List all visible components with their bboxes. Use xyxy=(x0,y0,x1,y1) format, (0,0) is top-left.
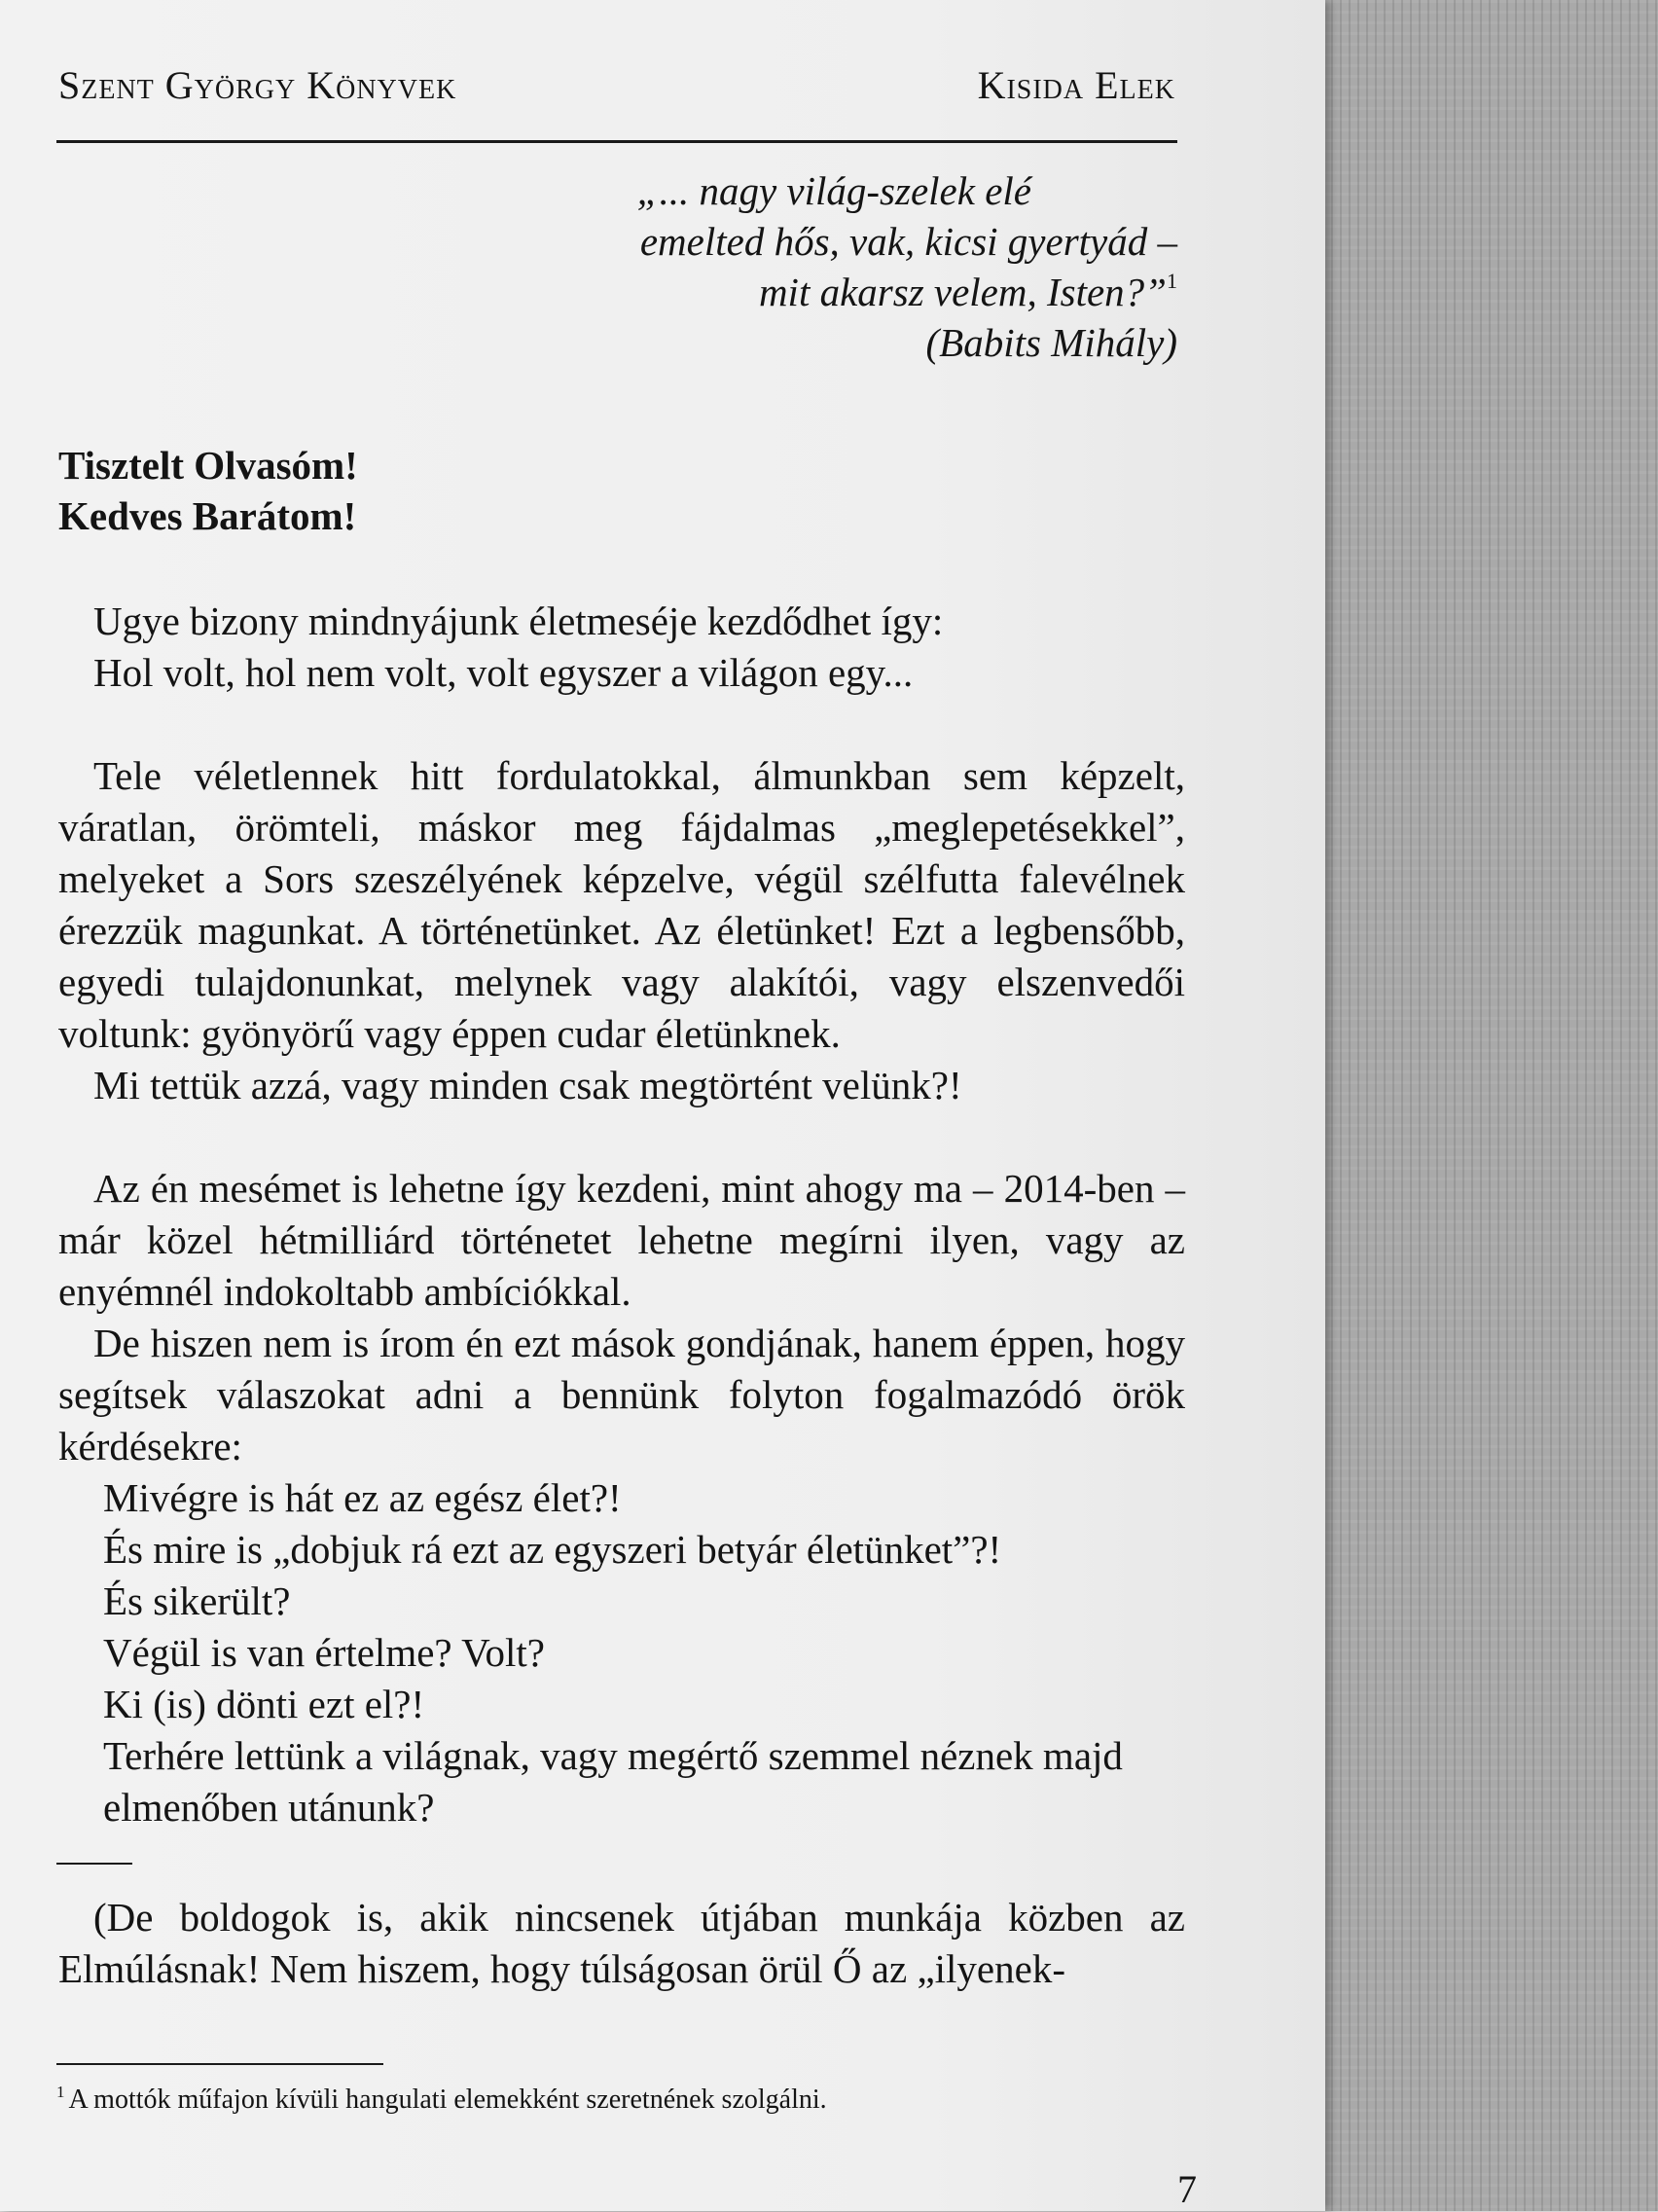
paragraph: De hiszen nem is írom én ezt mások gondjának, hanem éppen, hogy segítsek válaszokat adni a bennünk folyton fogalmazódó örök kérdésekre: xyxy=(58,1321,1185,1469)
footnote-text: A mottók műfajon kívüli hangulati elemekként szeretnének szolgálni. xyxy=(68,2085,827,2115)
footnote-rule xyxy=(56,2063,383,2065)
paragraph: Tele véletlennek hitt fordulatokkal, álmunkban sem képzelt, váratlan, örömteli, máskor meg fájdalmas „meglepetésekkel”, melyeket a Sors szeszélyének képzelve, végül szélfutta falevélnek érezzük magunkat. A történetünket. Az életünket! Ezt a legbensőbb, egyedi tulajdonunkat, melynek vagy alakítói, vagy elszenvedői voltunk: gyönyörű vagy éppen cudar életünknek. xyxy=(58,753,1185,1056)
page-number: 7 xyxy=(1177,2167,1197,2211)
footnote-number: 1 xyxy=(56,2083,65,2101)
paragraph: (De boldogok is, akik nincsenek útjában munkája közben az Elmúlásnak! Nem hiszem, hogy túlságosan örül Ő az „ilyenek- xyxy=(58,1895,1185,1991)
paragraph: Mi tettük azzá, vagy minden csak megtörtént velünk?! xyxy=(93,1063,962,1107)
paragraph: Ugye bizony mindnyájunk életmeséje kezdődhet így: xyxy=(93,598,944,643)
question-line: Mivégre is hát ez az egész élet?! xyxy=(103,1475,622,1520)
question-line: Végül is van értelme? Volt? xyxy=(103,1630,545,1675)
paragraph: Az én mesémet is lehetne így kezdeni, mint ahogy ma – 2014-ben – már közel hétmilliárd történetet lehetne megírni ilyen, vagy az enyémnél indokoltabb ambíciókkal. xyxy=(58,1166,1185,1314)
question-line: Terhére lettünk a világnak, vagy megértő szemmel néznek majd elmenőben utánunk? xyxy=(103,1733,1123,1830)
footnote-reference: 1 xyxy=(1167,269,1177,293)
question-line: Ki (is) dönti ezt el?! xyxy=(103,1682,425,1726)
paragraph: Hol volt, hol nem volt, volt egyszer a világon egy... xyxy=(93,650,914,695)
epigraph-line-text: mit akarsz velem, Isten?” xyxy=(758,270,1167,314)
body-text xyxy=(58,596,1185,1995)
epigraph-line: emelted hős, vak, kicsi gyertyád – xyxy=(639,219,1177,264)
epigraph-author: (Babits Mihály) xyxy=(925,320,1177,365)
question-list xyxy=(58,1472,1185,1833)
epigraph xyxy=(438,165,1177,368)
question-line: És sikerült? xyxy=(103,1578,291,1623)
running-header xyxy=(56,54,1177,143)
author-name: Kisida Elek xyxy=(977,63,1175,107)
epigraph-line xyxy=(438,267,1177,317)
section-divider xyxy=(56,1863,132,1865)
question-line: És mire is „dobjuk rá ezt az egyszeri betyár életünket”?! xyxy=(103,1527,1002,1572)
series-title: Szent György Könyvek xyxy=(58,63,457,107)
footnote xyxy=(56,2083,827,2118)
salutation xyxy=(58,440,358,541)
salutation-line: Kedves Barátom! xyxy=(58,493,357,538)
epigraph-line: „... nagy világ-szelek elé xyxy=(636,168,1031,213)
salutation-line: Tisztelt Olvasóm! xyxy=(58,443,358,488)
